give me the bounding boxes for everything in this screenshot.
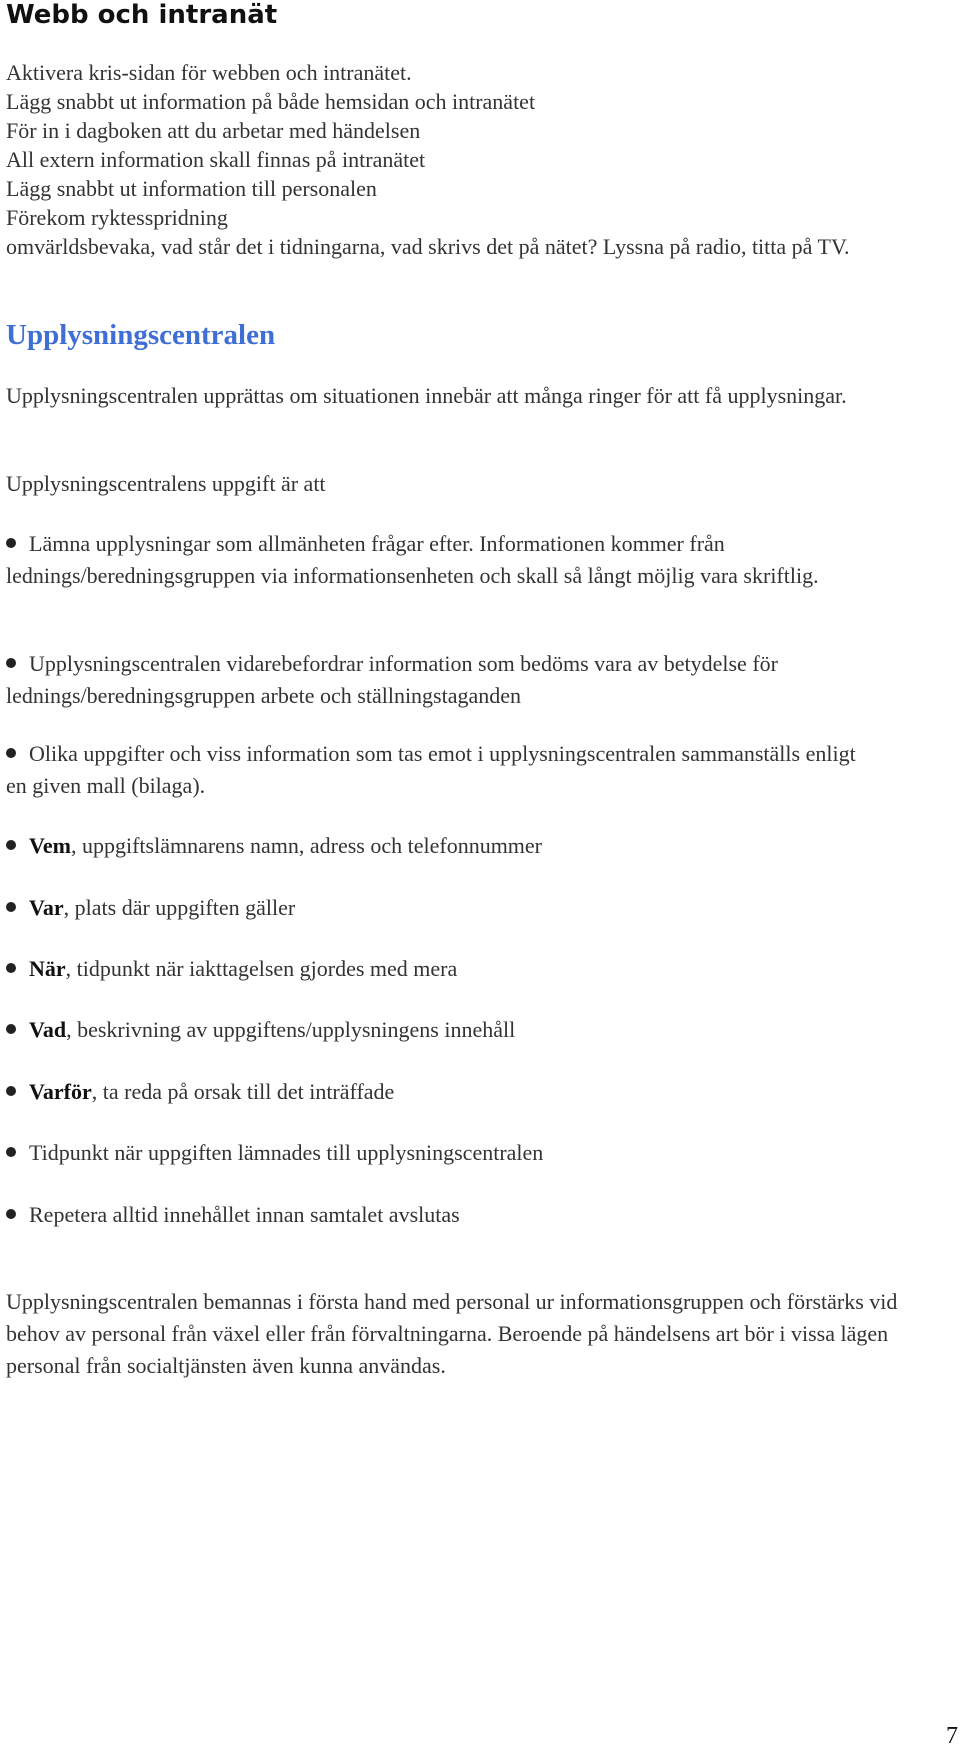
web-line-4: All extern information skall finnas på intranätet — [6, 147, 426, 172]
bullet-dot — [6, 1147, 16, 1157]
checklist-item-repetera — [6, 1199, 954, 1231]
checklist-item-tidpunkt — [6, 1137, 954, 1169]
checklist-item-tidpunkt-text: Tidpunkt när uppgiften lämnades till upplysningscentralen — [29, 1140, 544, 1165]
checklist-item-repetera-text: Repetera alltid innehållet innan samtalet avslutas — [29, 1202, 460, 1227]
web-line-3: För in i dagboken att du arbetar med händelsen — [6, 118, 421, 143]
bullet-dot — [6, 658, 16, 668]
bullet-dot — [6, 902, 16, 912]
web-line-1: Aktivera kris-sidan för webben och intranätet. — [6, 60, 412, 85]
checklist-item-var — [6, 892, 954, 924]
bullet-dot — [6, 1086, 16, 1096]
checklist-item-vem-label: Vem — [29, 833, 71, 858]
web-line-6: Förekom ryktesspridning — [6, 205, 228, 230]
web-line-5: Lägg snabbt ut information till personalen — [6, 176, 377, 201]
staffing-paragraph: Upplysningscentralen bemannas i första hand med personal ur informationsgruppen och förstärks vid behov av personal från växel eller från förvaltningarna. Beroende på händelsens art bör i vissa lägen personal från socialtjänsten även kunna användas. — [6, 1289, 898, 1378]
center-intro-paragraph: Upplysningscentralen upprättas om situationen innebär att många ringer för att få upplysningar. — [6, 383, 847, 408]
bullet-dot — [6, 1209, 16, 1219]
task-bullet-3-text: Olika uppgifter och viss information som tas emot i upplysningscentralen sammanställs enligt en given mall (bilaga). — [6, 741, 856, 798]
checklist-item-vad — [6, 1014, 954, 1046]
bullet-dot — [6, 748, 16, 758]
checklist-item-vem — [6, 830, 954, 862]
heading-upplysningscentralen: Upplysningscentralen — [6, 319, 276, 351]
center-task-intro: Upplysningscentralens uppgift är att — [6, 471, 326, 496]
checklist-item-vad-text: , beskrivning av uppgiftens/upplysningens innehåll — [66, 1017, 516, 1042]
page-number: 7 — [946, 1723, 958, 1749]
checklist-item-varfor-label: Varför — [29, 1079, 92, 1104]
checklist-item-varfor — [6, 1076, 954, 1108]
checklist-item-vem-text: , uppgiftslämnarens namn, adress och telefonnummer — [70, 833, 543, 858]
web-line-7: omvärldsbevaka, vad står det i tidningarna, vad skrivs det på nätet? Lyssna på radio, titta på TV. — [6, 234, 850, 259]
checklist-item-var-text: , plats där uppgiften gäller — [63, 895, 296, 920]
task-bullet-2 — [6, 648, 940, 712]
checklist-item-nar-text: , tidpunkt när iakttagelsen gjordes med mera — [65, 956, 458, 981]
checklist-item-var-label: Var — [29, 895, 64, 920]
bullet-dot — [6, 840, 16, 850]
checklist-item-nar-label: När — [29, 956, 66, 981]
task-bullet-1-text: Lämna upplysningar som allmänheten frågar efter. Informationen kommer från lednings/beredningsgruppen via informationsenheten och skall så långt möjlig vara skriftlig. — [6, 531, 819, 588]
web-line-2: Lägg snabbt ut information på både hemsidan och intranätet — [6, 89, 536, 114]
checklist-item-varfor-text: , ta reda på orsak till det inträffade — [91, 1079, 395, 1104]
checklist-item-nar — [6, 953, 954, 985]
bullet-dot — [6, 963, 16, 973]
task-bullet-2-text: Upplysningscentralen vidarebefordrar information som bedöms vara av betydelse för lednings/beredningsgruppen arbete och ställningstaganden — [6, 651, 778, 708]
heading-webb-och-intranat: Webb och intranät — [6, 0, 278, 30]
bullet-dot — [6, 1024, 16, 1034]
task-bullet-3 — [6, 738, 860, 802]
bullet-dot — [6, 538, 16, 548]
checklist-item-vad-label: Vad — [29, 1017, 67, 1042]
task-bullet-1 — [6, 528, 940, 592]
